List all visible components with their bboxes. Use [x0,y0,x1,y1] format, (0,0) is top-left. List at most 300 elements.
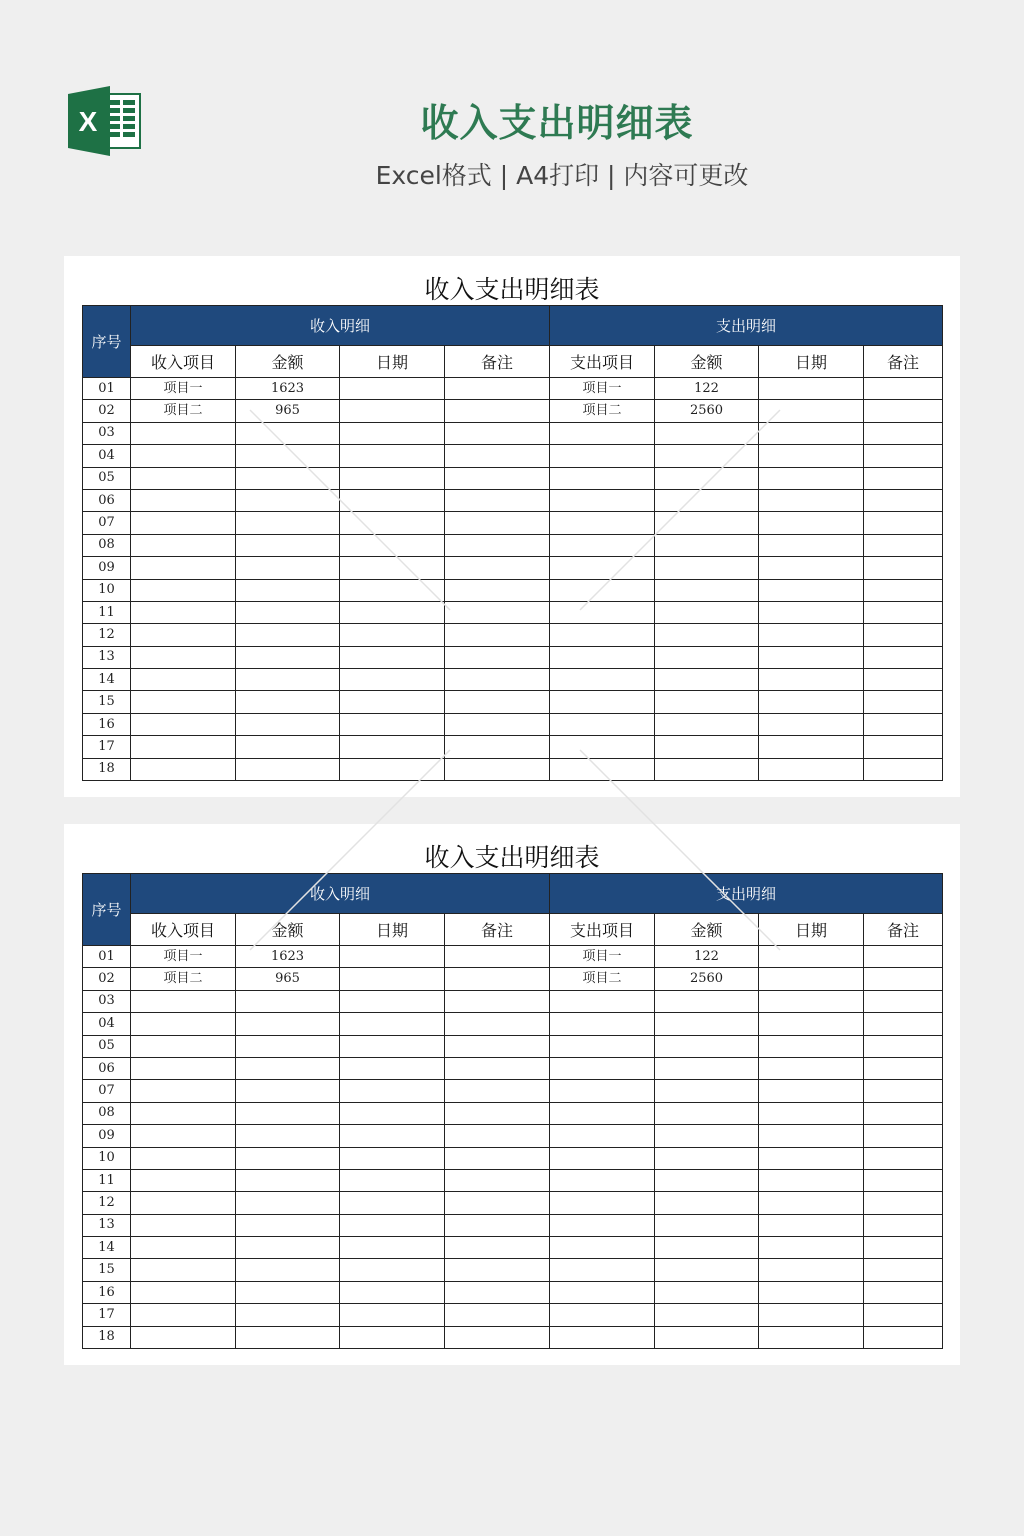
table-cell[interactable] [864,422,943,444]
table-cell[interactable] [759,1080,864,1102]
table-cell[interactable] [759,1013,864,1035]
table-cell[interactable]: 1623 [236,946,340,968]
table-cell[interactable] [864,601,943,623]
table-cell[interactable] [655,990,759,1012]
table-cell[interactable] [550,512,655,534]
table-row [83,1035,943,1057]
table-cell[interactable] [340,968,445,990]
table-cell[interactable] [759,378,864,400]
table-cell[interactable] [445,1080,550,1102]
table-cell[interactable] [864,400,943,422]
table-cell[interactable] [864,1147,943,1169]
table-cell[interactable] [340,400,445,422]
table-cell[interactable] [445,557,550,579]
table-cell[interactable] [864,968,943,990]
table-cell[interactable] [340,422,445,444]
table-cell[interactable] [655,1169,759,1191]
table-cell[interactable] [131,646,236,668]
table-cell[interactable] [445,400,550,422]
table-cell[interactable] [236,1035,340,1057]
table-cell[interactable] [340,1281,445,1303]
table-cell[interactable] [655,1035,759,1057]
table-cell[interactable] [550,758,655,780]
table-cell[interactable] [445,1035,550,1057]
table-cell[interactable] [236,1102,340,1124]
table-cell[interactable]: 965 [236,968,340,990]
table-cell[interactable] [759,1259,864,1281]
table-cell[interactable] [445,1013,550,1035]
table-cell[interactable] [759,1035,864,1057]
table-cell[interactable] [445,422,550,444]
table-cell[interactable] [759,968,864,990]
table-cell[interactable] [864,1102,943,1124]
table-cell[interactable] [131,1192,236,1214]
table-cell[interactable] [445,1102,550,1124]
table-cell[interactable] [340,736,445,758]
table-cell[interactable] [864,1281,943,1303]
table-cell[interactable] [655,467,759,489]
table-cell[interactable] [655,624,759,646]
table-cell[interactable] [655,1057,759,1079]
table-cell[interactable] [340,1013,445,1035]
table-row [83,624,943,646]
table-cell[interactable] [655,1125,759,1147]
table-cell[interactable] [236,1237,340,1259]
table-cell[interactable] [445,489,550,511]
table-cell[interactable] [131,1147,236,1169]
table-cell[interactable] [864,1259,943,1281]
table-cell[interactable] [236,601,340,623]
table-cell[interactable] [550,1057,655,1079]
table-cell[interactable] [131,601,236,623]
table-cell[interactable] [445,579,550,601]
table-cell[interactable] [550,579,655,601]
table-cell[interactable] [864,691,943,713]
table-cell[interactable] [445,601,550,623]
row-number: 18 [83,758,131,780]
table-cell[interactable]: 2560 [655,400,759,422]
table-cell[interactable]: 项目二 [550,968,655,990]
table-cell[interactable] [759,467,864,489]
table-cell[interactable] [864,713,943,735]
table-cell[interactable] [445,534,550,556]
table-cell[interactable] [864,1214,943,1236]
table-cell[interactable] [445,736,550,758]
table-cell[interactable] [864,1326,943,1348]
table-cell[interactable] [340,669,445,691]
table-cell[interactable] [236,557,340,579]
table-cell[interactable] [445,467,550,489]
table-cell[interactable] [655,758,759,780]
table-cell[interactable] [864,557,943,579]
table-cell[interactable] [759,601,864,623]
table-cell[interactable] [340,1080,445,1102]
table-cell[interactable] [759,489,864,511]
table-cell[interactable] [864,1304,943,1326]
table-row [83,713,943,735]
table-cell[interactable] [759,646,864,668]
table-cell[interactable] [655,1281,759,1303]
table-cell[interactable] [550,1125,655,1147]
table-cell[interactable] [445,1192,550,1214]
table-cell[interactable] [340,1035,445,1057]
table-cell[interactable] [131,534,236,556]
table-cell[interactable] [236,467,340,489]
table-cell[interactable] [131,691,236,713]
table-cell[interactable] [340,1102,445,1124]
table-cell[interactable] [445,990,550,1012]
table-cell[interactable] [445,1169,550,1191]
table-cell[interactable] [236,1304,340,1326]
table-cell[interactable]: 2560 [655,968,759,990]
table-cell[interactable] [340,1147,445,1169]
table-cell[interactable] [864,378,943,400]
table-cell[interactable] [655,422,759,444]
table-cell[interactable] [550,1214,655,1236]
table-cell[interactable] [445,624,550,646]
table-cell[interactable]: 1623 [236,378,340,400]
table-cell[interactable] [864,669,943,691]
table-cell[interactable] [236,691,340,713]
table-cell[interactable] [131,1080,236,1102]
row-number: 12 [83,624,131,646]
table-cell[interactable]: 项目二 [131,400,236,422]
table-cell[interactable] [864,1237,943,1259]
table-cell[interactable] [655,601,759,623]
table-cell[interactable] [759,713,864,735]
table-cell[interactable] [759,1304,864,1326]
table-cell[interactable] [340,1214,445,1236]
table-cell[interactable] [236,445,340,467]
table-cell[interactable] [131,489,236,511]
table-cell[interactable] [759,534,864,556]
table-cell[interactable] [864,534,943,556]
row-number: 04 [83,445,131,467]
table-cell[interactable] [445,1125,550,1147]
table-cell[interactable] [131,713,236,735]
table-cell[interactable] [759,1237,864,1259]
table-cell[interactable] [550,1281,655,1303]
table-cell[interactable] [655,1304,759,1326]
table-cell[interactable] [655,489,759,511]
row-number: 10 [83,1147,131,1169]
table-cell[interactable] [864,489,943,511]
table-cell[interactable] [864,1013,943,1035]
table-cell[interactable] [445,1237,550,1259]
table-cell[interactable] [655,445,759,467]
table-cell[interactable] [550,1259,655,1281]
table-cell[interactable] [864,445,943,467]
table-cell[interactable] [340,691,445,713]
table-cell[interactable] [445,669,550,691]
table-cell[interactable] [864,512,943,534]
table-cell[interactable] [340,1169,445,1191]
table-cell[interactable] [550,1013,655,1035]
table-cell[interactable] [340,601,445,623]
table-cell[interactable] [655,1147,759,1169]
table-cell[interactable] [445,1147,550,1169]
table-cell[interactable] [236,736,340,758]
table-cell[interactable] [340,624,445,646]
table-cell[interactable] [550,467,655,489]
table-cell[interactable] [340,1057,445,1079]
table-cell[interactable] [445,968,550,990]
table-cell[interactable]: 965 [236,400,340,422]
table-cell[interactable] [445,1214,550,1236]
table-cell[interactable] [340,990,445,1012]
table-cell[interactable] [131,1035,236,1057]
table-cell[interactable] [550,990,655,1012]
table-cell[interactable]: 122 [655,378,759,400]
table-cell[interactable] [864,1125,943,1147]
table-cell[interactable] [864,1192,943,1214]
table-cell[interactable] [445,1281,550,1303]
table-cell[interactable] [864,579,943,601]
table-cell[interactable] [340,467,445,489]
table-cell[interactable]: 项目二 [550,400,655,422]
table-cell[interactable] [131,1281,236,1303]
table-cell[interactable] [550,1080,655,1102]
table-cell[interactable] [340,445,445,467]
table-cell[interactable] [131,467,236,489]
table-row [83,1102,943,1124]
table-cell[interactable] [236,1057,340,1079]
table-cell[interactable] [131,1304,236,1326]
table-cell[interactable] [864,467,943,489]
table-cell[interactable] [759,691,864,713]
table-cell[interactable] [550,1192,655,1214]
table-cell[interactable] [340,713,445,735]
table-cell[interactable] [655,579,759,601]
table-cell[interactable] [340,1125,445,1147]
table-cell[interactable] [655,1326,759,1348]
table-cell[interactable] [864,946,943,968]
table-cell[interactable] [759,946,864,968]
table-cell[interactable] [340,1192,445,1214]
table-cell[interactable] [131,512,236,534]
table-cell[interactable] [236,1013,340,1035]
table-cell[interactable] [445,1259,550,1281]
table-cell[interactable] [759,736,864,758]
table-cell[interactable] [236,1259,340,1281]
table-cell[interactable] [131,1057,236,1079]
table-cell[interactable] [759,990,864,1012]
table-cell[interactable] [759,624,864,646]
table-cell[interactable] [550,557,655,579]
table-cell[interactable] [655,1259,759,1281]
table-cell[interactable]: 项目一 [550,378,655,400]
table-cell[interactable] [131,1214,236,1236]
table-cell[interactable] [655,691,759,713]
table-cell[interactable] [655,534,759,556]
table-cell[interactable] [236,1147,340,1169]
table-cell[interactable] [655,713,759,735]
table-cell[interactable] [340,557,445,579]
table-cell[interactable] [236,1281,340,1303]
table-cell[interactable] [759,445,864,467]
table-cell[interactable] [445,445,550,467]
table-cell[interactable] [131,422,236,444]
table-cell[interactable] [340,512,445,534]
table-cell[interactable] [445,691,550,713]
table-cell[interactable] [236,669,340,691]
table-cell[interactable] [655,1237,759,1259]
table-cell[interactable] [236,990,340,1012]
table-cell[interactable] [340,579,445,601]
table-cell[interactable] [236,534,340,556]
table-cell[interactable] [550,1304,655,1326]
table-cell[interactable] [236,646,340,668]
table-cell[interactable] [340,1326,445,1348]
table-cell[interactable] [550,669,655,691]
table-cell[interactable] [131,1102,236,1124]
table-cell[interactable] [550,601,655,623]
table-cell[interactable] [864,1169,943,1191]
table-row [83,1192,943,1214]
table-cell[interactable] [759,758,864,780]
table-cell[interactable] [236,1169,340,1191]
table-cell[interactable] [655,1013,759,1035]
row-number: 04 [83,1013,131,1035]
table-cell[interactable] [550,1102,655,1124]
table-cell[interactable] [655,1192,759,1214]
table-cell[interactable] [759,512,864,534]
table-cell[interactable] [131,669,236,691]
table-cell[interactable] [131,579,236,601]
table-cell[interactable] [759,1192,864,1214]
table-cell[interactable] [655,646,759,668]
table-cell[interactable]: 项目一 [131,946,236,968]
table-cell[interactable] [550,736,655,758]
row-number: 11 [83,1169,131,1191]
table-cell[interactable] [759,1214,864,1236]
table-cell[interactable] [655,669,759,691]
table-cell[interactable] [236,512,340,534]
table-cell[interactable] [550,445,655,467]
table-cell[interactable]: 项目二 [131,968,236,990]
table-cell[interactable] [864,1035,943,1057]
table-cell[interactable] [131,624,236,646]
table-cell[interactable] [445,713,550,735]
table-cell[interactable] [131,1237,236,1259]
table-cell[interactable] [759,557,864,579]
table-cell[interactable] [131,1169,236,1191]
table-cell[interactable] [550,422,655,444]
table-cell[interactable] [864,736,943,758]
table-cell[interactable] [550,691,655,713]
table-cell[interactable] [550,1326,655,1348]
table-cell[interactable] [759,669,864,691]
table-cell[interactable] [445,1304,550,1326]
table-cell[interactable] [759,422,864,444]
table-row [83,467,943,489]
table-cell[interactable] [236,489,340,511]
table-cell[interactable] [340,946,445,968]
table-cell[interactable] [340,378,445,400]
table-cell[interactable] [864,624,943,646]
table-cell[interactable] [131,1013,236,1035]
table-cell[interactable] [445,378,550,400]
table-cell[interactable] [131,1259,236,1281]
table-cell[interactable] [550,1169,655,1191]
table-cell[interactable] [655,736,759,758]
table-cell[interactable] [655,557,759,579]
table-cell[interactable] [655,1214,759,1236]
table-cell[interactable] [131,445,236,467]
table-cell[interactable] [236,422,340,444]
table-cell[interactable] [131,1326,236,1348]
table-cell[interactable] [550,534,655,556]
table-cell[interactable] [340,534,445,556]
table-cell[interactable] [550,1035,655,1057]
table-cell[interactable] [655,1080,759,1102]
table-cell[interactable] [759,400,864,422]
table-cell[interactable] [131,736,236,758]
table-cell[interactable] [236,1125,340,1147]
table-cell[interactable] [759,1147,864,1169]
table-cell[interactable] [550,646,655,668]
table-cell[interactable] [759,1125,864,1147]
table-cell[interactable] [340,1237,445,1259]
table-cell[interactable] [445,1326,550,1348]
table-cell[interactable] [550,1237,655,1259]
table-cell[interactable] [445,646,550,668]
table-cell[interactable] [445,946,550,968]
table-cell[interactable] [236,1326,340,1348]
table-cell[interactable] [236,579,340,601]
table-cell[interactable] [340,1259,445,1281]
table-cell[interactable] [759,1057,864,1079]
table-cell[interactable] [550,1147,655,1169]
table-cell[interactable] [759,1326,864,1348]
table-cell[interactable]: 项目一 [131,378,236,400]
table-cell[interactable] [236,624,340,646]
table-cell[interactable] [864,758,943,780]
table-cell[interactable] [550,624,655,646]
table-cell[interactable] [131,557,236,579]
table-cell[interactable] [445,1057,550,1079]
table-cell[interactable] [340,1304,445,1326]
table-cell[interactable] [131,1125,236,1147]
table-cell[interactable] [550,489,655,511]
table-cell[interactable] [445,512,550,534]
table-cell[interactable] [236,758,340,780]
table-cell[interactable] [340,758,445,780]
table-cell[interactable]: 项目一 [550,946,655,968]
table-cell[interactable] [550,713,655,735]
table-cell[interactable] [131,990,236,1012]
table-cell[interactable] [759,1281,864,1303]
table-cell[interactable] [236,713,340,735]
table-cell[interactable] [236,1192,340,1214]
table-cell[interactable] [236,1214,340,1236]
table-cell[interactable] [340,489,445,511]
table-cell[interactable] [759,1102,864,1124]
table-cell[interactable]: 122 [655,946,759,968]
table-cell[interactable] [236,1080,340,1102]
table-cell[interactable] [864,646,943,668]
table-cell[interactable] [759,579,864,601]
table-cell[interactable] [864,1057,943,1079]
table-cell[interactable] [445,758,550,780]
table-cell[interactable] [655,1102,759,1124]
table-cell[interactable] [864,1080,943,1102]
table-cell[interactable] [655,512,759,534]
table-cell[interactable] [131,758,236,780]
table-cell[interactable] [864,990,943,1012]
table-cell[interactable] [759,1169,864,1191]
table-cell[interactable] [340,646,445,668]
